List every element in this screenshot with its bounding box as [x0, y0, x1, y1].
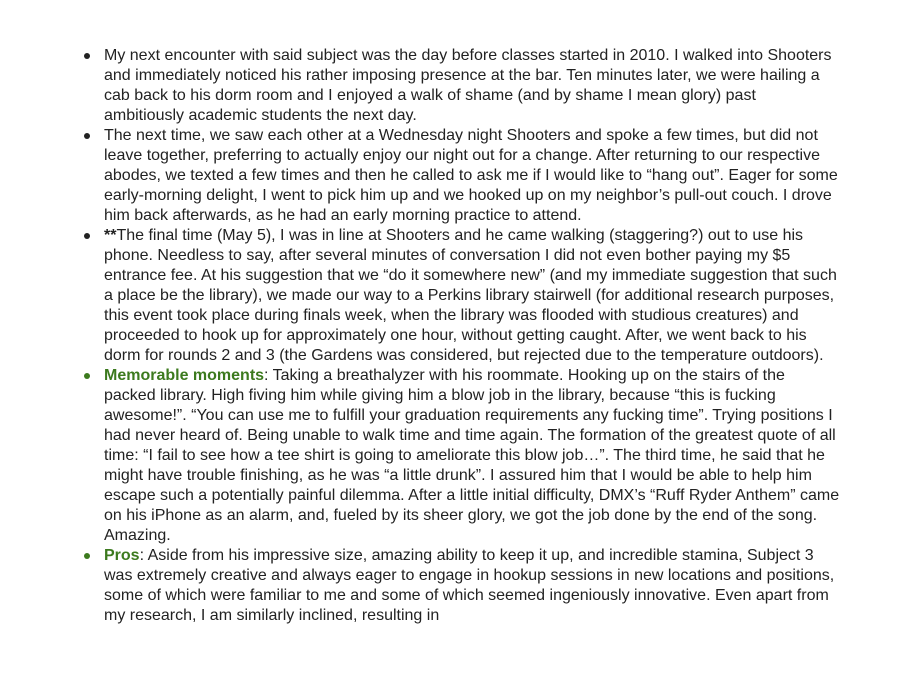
paragraph-text: The final time (May 5), I was in line at Shooters and he came walking (staggering?) out to use his phone. Needless to say, after several minutes of conversation I did not even bother paying my $5 entrance fee. At his suggestion that we “do it somewhere new” (and my immediate suggestion that such a place be the library), we made our way to a Perkins library stairwell (for additional research purposes, this event took place during finals week, when the library was flooded with studious creatures) and proceeded to hook up for approximately one hour, without getting caught. After, we went back to his dorm for rounds 2 and 3 (the Gardens was considered, but rejected due to the temperature outdoors).	[104, 227, 837, 364]
bullet-list	[84, 46, 840, 626]
bullet-icon	[84, 373, 90, 379]
paragraph-text: : Taking a breathalyzer with his roommate. Hooking up on the stairs of the packed library. High fiving him while giving him a blow job in the library, because “this is fucking awesome!”. “You can use me to fulfill your graduation requirements any fucking time”. Trying positions I had never heard of. Being unable to walk time and time again. The formation of the greatest quote of all time: “I fail to see how a tee shirt is going to ameliorate this blow job…”. The third time, he said that he might have trouble finishing, as he was “a little drunk”. I assured him that I would be able to help him escape such a potentially painful dilemma. After a little initial difficulty, DMX’s “Ruff Ryder Anthem” came on his iPhone as an alarm, and, fueled by its sheer glory, we got the job done by the end of the song. Amazing.	[104, 367, 840, 544]
list-item-final-time	[84, 226, 840, 366]
paragraph-text: My next encounter with said subject was the day before classes started in 2010. I walked into Shooters and immediately noticed his rather imposing presence at the bar. Ten minutes later, we were hailing a cab back to his dorm room and I enjoyed a walk of shame (and by shame I mean glory) past ambitiously academic students the next day.	[104, 47, 832, 124]
paragraph-text: The next time, we saw each other at a Wednesday night Shooters and spoke a few times, but did not leave together, preferring to actually enjoy our night out for a change. After returning to our respective abodes, we texted a few times and then he called to ask me if I would like to “hang out”. Eager for some early-morning delight, I went to pick him up and we hooked up on my neighbor’s pull-out couch. I drove him back afterwards, as he had an early morning practice to attend.	[104, 127, 838, 224]
section-term: Memorable moments	[104, 367, 265, 384]
paragraph-text: : Aside from his impressive size, amazing ability to keep it up, and incredible stamina, Subject 3 was extremely creative and always eager to engage in hookup sessions in new locations and positions, some of which were familiar to me and some of which seemed ingeniously innovative. Even apart from my research, I am similarly inclined, resulting in	[104, 547, 835, 624]
list-item-pros	[84, 546, 840, 626]
asterisks-prefix: **	[104, 227, 117, 244]
bullet-icon	[84, 133, 90, 139]
section-term: Pros	[104, 547, 140, 564]
list-item-encounter-2010	[84, 46, 840, 126]
list-item-wednesday-shooters	[84, 126, 840, 226]
list-item-memorable-moments	[84, 366, 840, 546]
bullet-icon	[84, 553, 90, 559]
bullet-icon	[84, 53, 90, 59]
bullet-icon	[84, 233, 90, 239]
